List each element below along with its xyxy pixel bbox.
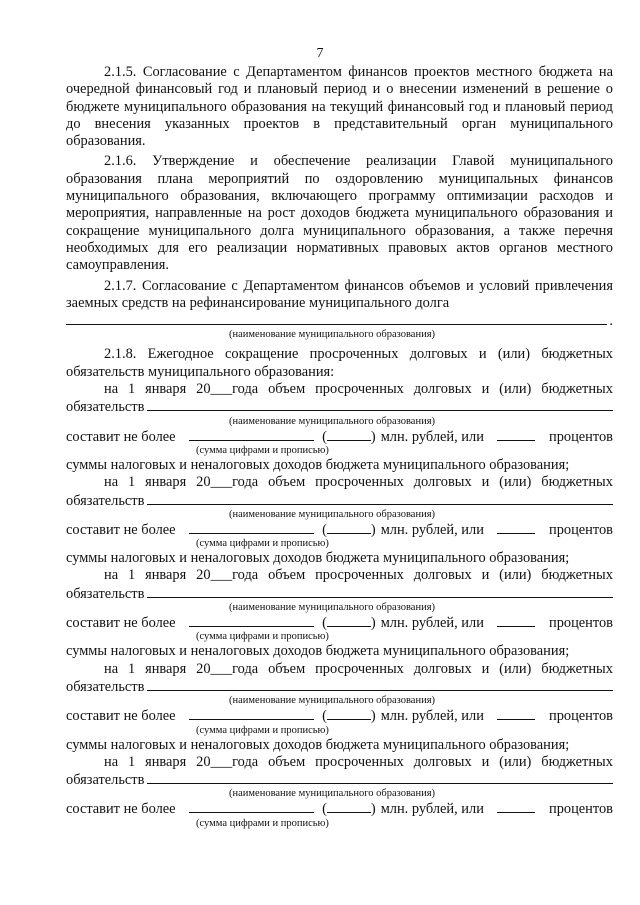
obligations-label: обязательств [66, 492, 145, 509]
entry-line-2 [66, 492, 613, 509]
entry-line-2 [66, 678, 613, 695]
municipality-blank [147, 585, 613, 598]
obligations-label: обязательств [66, 772, 145, 789]
sum-caption: (сумма цифрами и прописью) [196, 538, 329, 550]
percent-label: процентов [549, 428, 613, 445]
amount-group [189, 521, 484, 539]
clause-2-1-7: 2.1.7. Согласование с Департаментом финансов объемов и условий привлечения заемных средств на рефинансирование муниципального долга [66, 277, 613, 311]
municipality-blank [147, 678, 613, 691]
debt-reduction-entry [66, 661, 613, 754]
entry-line-2 [66, 771, 613, 788]
paren-close: ) [370, 801, 376, 818]
amount-line [66, 521, 613, 538]
amount-group [189, 428, 484, 446]
municipality-blank [147, 398, 613, 411]
debt-reduction-entry [66, 754, 613, 830]
clause-2-1-5: 2.1.5. Согласование с Департаментом финансов проектов местного бюджета на очередной финансовый год и плановый период и о внесении изменений в решение о бюджете муниципального образования на текущий финансовый год и плановый период до внесения указанных проектов в представительный орган муниципального образования. [66, 64, 613, 150]
paren-open: ( [322, 521, 327, 538]
entry-tail: суммы налоговых и неналоговых доходов бюджета муниципального образования; [66, 643, 570, 660]
percent-blank [497, 521, 535, 534]
document-body [66, 64, 613, 830]
debt-reduction-entry [66, 381, 613, 474]
amount-prefix: составит не более [66, 521, 176, 538]
period: . [609, 313, 613, 330]
paren-close: ) [370, 428, 376, 445]
paren-open: ( [322, 615, 327, 632]
entry-line-1: на 1 января 20___года объем просроченных долговых и (или) бюджетных [104, 474, 613, 491]
sum-caption: (сумма цифрами и прописью) [196, 817, 329, 829]
percent-label: процентов [549, 615, 613, 632]
percent-blank [497, 707, 535, 720]
amount-blank [189, 707, 314, 720]
percent-label: процентов [549, 521, 613, 538]
entry-tail: суммы налоговых и неналоговых доходов бюджета муниципального образования; [66, 456, 570, 473]
entry-line-2 [66, 585, 613, 602]
amount-line [66, 614, 613, 631]
municipality-blank [147, 492, 613, 505]
amount-blank [189, 614, 314, 627]
amount-prefix: составит не более [66, 615, 176, 632]
clause-2-1-6: 2.1.6. Утверждение и обеспечение реализации Главой муниципального образования плана мероприятий по оздоровлению муниципальных финансов муниципального образования, включающего программу оптимизации расходов и мероприятия, направленные на рост доходов бюджета муниципального образования и сокращение муниципального долга муниципального образования, а также перечня необходимых для его реализации нормативных правовых актов органов местного самоуправления. [66, 153, 613, 274]
sum-caption: (сумма цифрами и прописью) [196, 444, 329, 456]
paren-open: ( [322, 801, 327, 818]
paren-close: ) [370, 521, 376, 538]
municipality-caption: (наименование муниципального образования) [229, 415, 436, 427]
amount-prefix: составит не более [66, 708, 176, 725]
obligations-label: обязательств [66, 585, 145, 602]
obligations-label: обязательств [66, 399, 145, 416]
paren-open: ( [322, 708, 327, 725]
debt-reduction-entry [66, 567, 613, 660]
amount-words-blank [327, 800, 371, 813]
paren-open: ( [322, 428, 327, 445]
amount-unit: млн. рублей, или [380, 801, 484, 818]
sum-caption: (сумма цифрами и прописью) [196, 724, 329, 736]
entry-line-1: на 1 января 20___года объем просроченных долговых и (или) бюджетных [104, 753, 613, 770]
municipality-caption: (наименование муниципального образования) [229, 329, 436, 341]
amount-line [66, 707, 613, 724]
clause-2-1-7-blank-line [66, 312, 613, 329]
percent-label: процентов [549, 801, 613, 818]
amount-blank [189, 428, 314, 441]
percent-label: процентов [549, 708, 613, 725]
debt-reduction-entries [66, 381, 613, 830]
paren-close: ) [370, 708, 376, 725]
amount-words-blank [327, 614, 371, 627]
amount-unit: млн. рублей, или [380, 708, 484, 725]
entry-tail: суммы налоговых и неналоговых доходов бюджета муниципального образования; [66, 736, 570, 753]
amount-blank [189, 521, 314, 534]
municipality-blank [147, 771, 613, 784]
entry-line-2 [66, 398, 613, 415]
percent-blank [497, 800, 535, 813]
debt-reduction-entry [66, 474, 613, 567]
entry-line-1: на 1 января 20___года объем просроченных долговых и (или) бюджетных [104, 381, 613, 398]
entry-tail: суммы налоговых и неналоговых доходов бюджета муниципального образования; [66, 550, 570, 567]
amount-group [189, 614, 484, 632]
amount-prefix: составит не более [66, 801, 176, 818]
amount-unit: млн. рублей, или [380, 428, 484, 445]
amount-words-blank [327, 707, 371, 720]
amount-line [66, 428, 613, 445]
municipality-caption: (наименование муниципального образования) [229, 508, 436, 520]
percent-blank [497, 614, 535, 627]
municipality-caption: (наименование муниципального образования) [229, 788, 436, 800]
municipality-caption: (наименование муниципального образования) [229, 602, 436, 614]
percent-blank [497, 428, 535, 441]
obligations-label: обязательств [66, 678, 145, 695]
municipality-caption: (наименование муниципального образования) [229, 695, 436, 707]
amount-group [189, 800, 484, 818]
amount-unit: млн. рублей, или [380, 615, 484, 632]
page-number: 7 [316, 46, 324, 61]
amount-words-blank [327, 521, 371, 534]
clause-2-1-8: 2.1.8. Ежегодное сокращение просроченных долговых и (или) бюджетных обязательств муниципального образования: [66, 346, 613, 380]
sum-caption: (сумма цифрами и прописью) [196, 631, 329, 643]
amount-group [189, 707, 484, 725]
amount-line [66, 800, 613, 817]
entry-line-1: на 1 января 20___года объем просроченных долговых и (или) бюджетных [104, 660, 613, 677]
amount-prefix: составит не более [66, 428, 176, 445]
paren-close: ) [370, 615, 376, 632]
amount-unit: млн. рублей, или [380, 521, 484, 538]
municipality-blank [66, 312, 607, 325]
amount-words-blank [327, 428, 371, 441]
entry-line-1: на 1 января 20___года объем просроченных долговых и (или) бюджетных [104, 567, 613, 584]
amount-blank [189, 800, 314, 813]
